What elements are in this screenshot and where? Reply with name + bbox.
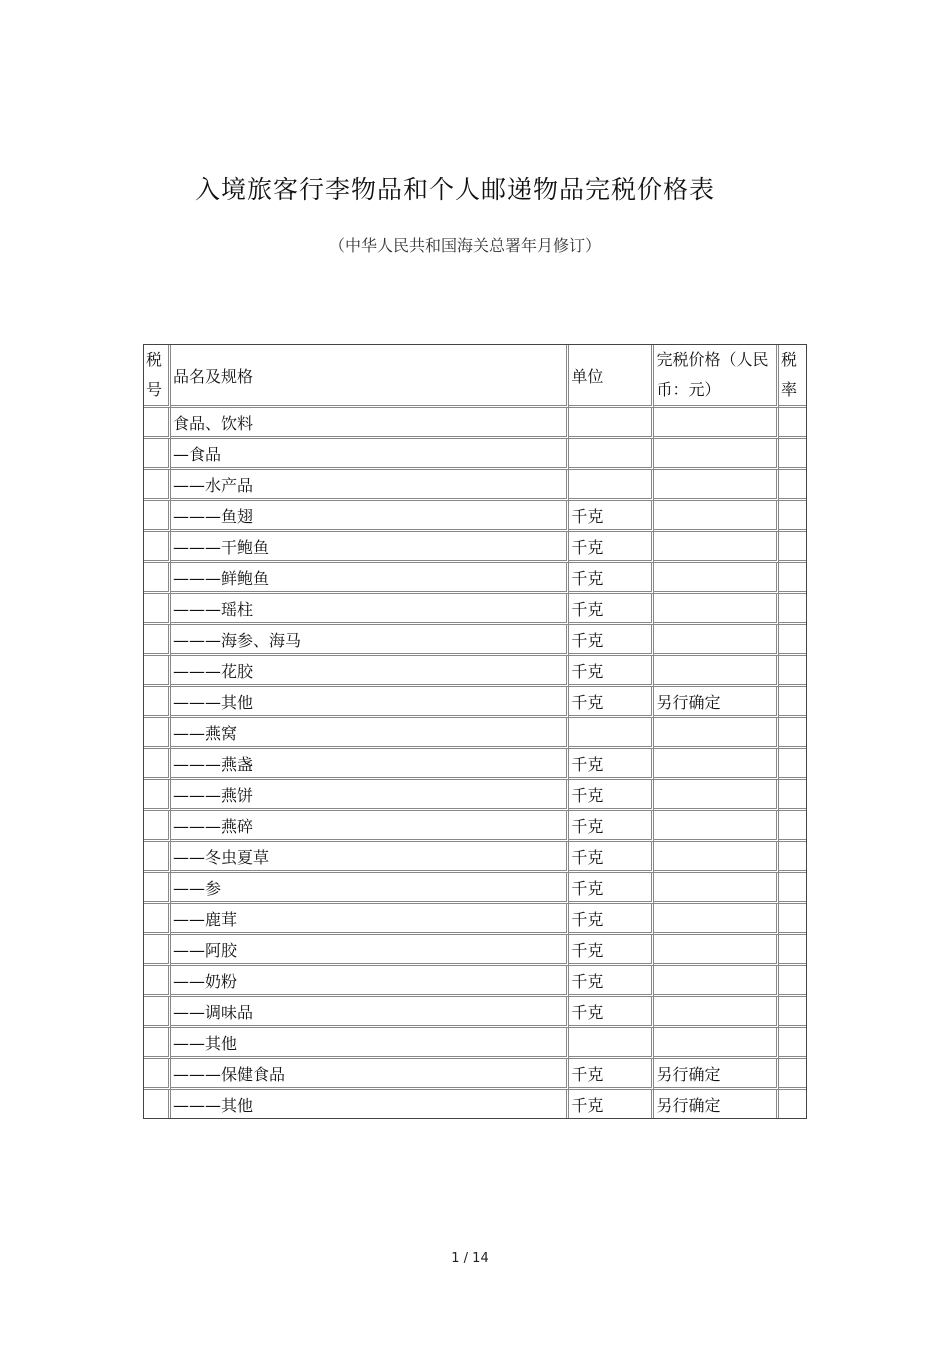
cell-price bbox=[654, 935, 779, 966]
cell-rate bbox=[779, 780, 806, 811]
cell-unit: 千克 bbox=[569, 749, 654, 780]
header-rate: 税率 bbox=[779, 345, 806, 408]
cell-tax-no bbox=[144, 1028, 171, 1059]
cell-rate bbox=[779, 594, 806, 625]
cell-tax-no bbox=[144, 811, 171, 842]
table-row bbox=[144, 904, 806, 935]
cell-tax-no bbox=[144, 966, 171, 997]
cell-rate bbox=[779, 904, 806, 935]
cell-rate bbox=[779, 1090, 806, 1118]
cell-rate bbox=[779, 718, 806, 749]
table-row bbox=[144, 873, 806, 904]
cell-unit bbox=[569, 718, 654, 749]
table-row bbox=[144, 1028, 806, 1059]
cell-name: ———其他 bbox=[171, 687, 569, 718]
cell-name: ———瑶柱 bbox=[171, 594, 569, 625]
cell-name: ———鱼翅 bbox=[171, 501, 569, 532]
cell-price bbox=[654, 811, 779, 842]
cell-rate bbox=[779, 935, 806, 966]
cell-name: ———保健食品 bbox=[171, 1059, 569, 1090]
cell-tax-no bbox=[144, 563, 171, 594]
cell-name: ———鲜鲍鱼 bbox=[171, 563, 569, 594]
cell-name: ——水产品 bbox=[171, 470, 569, 501]
cell-unit: 千克 bbox=[569, 594, 654, 625]
cell-unit: 千克 bbox=[569, 1059, 654, 1090]
cell-name: —食品 bbox=[171, 439, 569, 470]
cell-price: 另行确定 bbox=[654, 1059, 779, 1090]
cell-unit: 千克 bbox=[569, 997, 654, 1028]
cell-tax-no bbox=[144, 1090, 171, 1118]
cell-unit: 千克 bbox=[569, 687, 654, 718]
table-row bbox=[144, 718, 806, 749]
cell-price bbox=[654, 439, 779, 470]
cell-rate bbox=[779, 470, 806, 501]
cell-name: ———燕饼 bbox=[171, 780, 569, 811]
cell-unit: 千克 bbox=[569, 811, 654, 842]
table-row bbox=[144, 501, 806, 532]
header-tax-no: 税号 bbox=[144, 345, 171, 408]
cell-unit: 千克 bbox=[569, 842, 654, 873]
cell-tax-no bbox=[144, 1059, 171, 1090]
cell-tax-no bbox=[144, 656, 171, 687]
cell-tax-no bbox=[144, 780, 171, 811]
table-header-row bbox=[144, 345, 806, 408]
header-unit: 单位 bbox=[569, 345, 654, 408]
cell-price bbox=[654, 780, 779, 811]
document-title: 入境旅客行李物品和个人邮递物品完税价格表 bbox=[194, 175, 715, 204]
table-row bbox=[144, 563, 806, 594]
cell-price bbox=[654, 625, 779, 656]
table-row bbox=[144, 842, 806, 873]
cell-rate bbox=[779, 749, 806, 780]
cell-price bbox=[654, 1028, 779, 1059]
cell-rate bbox=[779, 625, 806, 656]
cell-rate bbox=[779, 439, 806, 470]
cell-rate bbox=[779, 656, 806, 687]
page-number: 1 / 14 bbox=[451, 1251, 489, 1266]
cell-price bbox=[654, 904, 779, 935]
table-row bbox=[144, 780, 806, 811]
cell-rate bbox=[779, 687, 806, 718]
cell-name: ——奶粉 bbox=[171, 966, 569, 997]
cell-tax-no bbox=[144, 532, 171, 563]
cell-name: ——冬虫夏草 bbox=[171, 842, 569, 873]
document-subtitle: （中华人民共和国海关总署年月修订） bbox=[328, 236, 601, 255]
cell-price bbox=[654, 656, 779, 687]
cell-rate bbox=[779, 408, 806, 439]
table-row bbox=[144, 1059, 806, 1090]
cell-unit: 千克 bbox=[569, 904, 654, 935]
price-table bbox=[143, 344, 807, 1119]
table-row bbox=[144, 687, 806, 718]
header-name: 品名及规格 bbox=[171, 345, 569, 408]
cell-rate bbox=[779, 811, 806, 842]
cell-tax-no bbox=[144, 718, 171, 749]
cell-unit bbox=[569, 408, 654, 439]
cell-unit: 千克 bbox=[569, 1090, 654, 1118]
cell-unit: 千克 bbox=[569, 935, 654, 966]
cell-tax-no bbox=[144, 904, 171, 935]
cell-tax-no bbox=[144, 439, 171, 470]
cell-rate bbox=[779, 1059, 806, 1090]
cell-rate bbox=[779, 997, 806, 1028]
cell-unit bbox=[569, 470, 654, 501]
cell-tax-no bbox=[144, 625, 171, 656]
table-row bbox=[144, 408, 806, 439]
cell-name: ———燕碎 bbox=[171, 811, 569, 842]
cell-rate bbox=[779, 873, 806, 904]
cell-rate bbox=[779, 563, 806, 594]
cell-name: ———花胶 bbox=[171, 656, 569, 687]
table-row bbox=[144, 470, 806, 501]
cell-unit: 千克 bbox=[569, 563, 654, 594]
cell-rate bbox=[779, 966, 806, 997]
cell-tax-no bbox=[144, 842, 171, 873]
cell-unit: 千克 bbox=[569, 966, 654, 997]
cell-unit: 千克 bbox=[569, 656, 654, 687]
header-price: 完税价格（人民币：元） bbox=[654, 345, 779, 408]
cell-rate bbox=[779, 1028, 806, 1059]
cell-unit: 千克 bbox=[569, 873, 654, 904]
cell-tax-no bbox=[144, 594, 171, 625]
cell-price bbox=[654, 532, 779, 563]
cell-unit bbox=[569, 439, 654, 470]
cell-tax-no bbox=[144, 501, 171, 532]
table-row bbox=[144, 594, 806, 625]
cell-unit: 千克 bbox=[569, 625, 654, 656]
cell-name: ——燕窝 bbox=[171, 718, 569, 749]
cell-tax-no bbox=[144, 749, 171, 780]
cell-price bbox=[654, 842, 779, 873]
table-row bbox=[144, 1090, 806, 1118]
cell-rate bbox=[779, 501, 806, 532]
table-row bbox=[144, 935, 806, 966]
cell-tax-no bbox=[144, 470, 171, 501]
table-row bbox=[144, 656, 806, 687]
cell-price bbox=[654, 470, 779, 501]
cell-name: ——阿胶 bbox=[171, 935, 569, 966]
cell-price bbox=[654, 594, 779, 625]
cell-price bbox=[654, 873, 779, 904]
cell-unit: 千克 bbox=[569, 780, 654, 811]
cell-tax-no bbox=[144, 935, 171, 966]
cell-price bbox=[654, 997, 779, 1028]
cell-name: ——其他 bbox=[171, 1028, 569, 1059]
cell-tax-no bbox=[144, 408, 171, 439]
cell-rate bbox=[779, 532, 806, 563]
cell-unit: 千克 bbox=[569, 532, 654, 563]
table-row bbox=[144, 532, 806, 563]
cell-price: 另行确定 bbox=[654, 687, 779, 718]
table-row bbox=[144, 811, 806, 842]
cell-unit bbox=[569, 1028, 654, 1059]
table-row bbox=[144, 966, 806, 997]
cell-name: ———燕盏 bbox=[171, 749, 569, 780]
cell-price bbox=[654, 563, 779, 594]
cell-price bbox=[654, 501, 779, 532]
cell-price bbox=[654, 749, 779, 780]
cell-tax-no bbox=[144, 997, 171, 1028]
table-row bbox=[144, 749, 806, 780]
cell-name: ——参 bbox=[171, 873, 569, 904]
cell-tax-no bbox=[144, 687, 171, 718]
cell-name: ——鹿茸 bbox=[171, 904, 569, 935]
cell-name: ———干鲍鱼 bbox=[171, 532, 569, 563]
cell-rate bbox=[779, 842, 806, 873]
cell-name: ——调味品 bbox=[171, 997, 569, 1028]
cell-name: 食品、饮料 bbox=[171, 408, 569, 439]
table-row bbox=[144, 439, 806, 470]
table-row bbox=[144, 625, 806, 656]
cell-price bbox=[654, 966, 779, 997]
cell-unit: 千克 bbox=[569, 501, 654, 532]
cell-name: ———其他 bbox=[171, 1090, 569, 1118]
cell-name: ———海参、海马 bbox=[171, 625, 569, 656]
cell-price: 另行确定 bbox=[654, 1090, 779, 1118]
cell-tax-no bbox=[144, 873, 171, 904]
cell-price bbox=[654, 718, 779, 749]
table-row bbox=[144, 997, 806, 1028]
cell-price bbox=[654, 408, 779, 439]
